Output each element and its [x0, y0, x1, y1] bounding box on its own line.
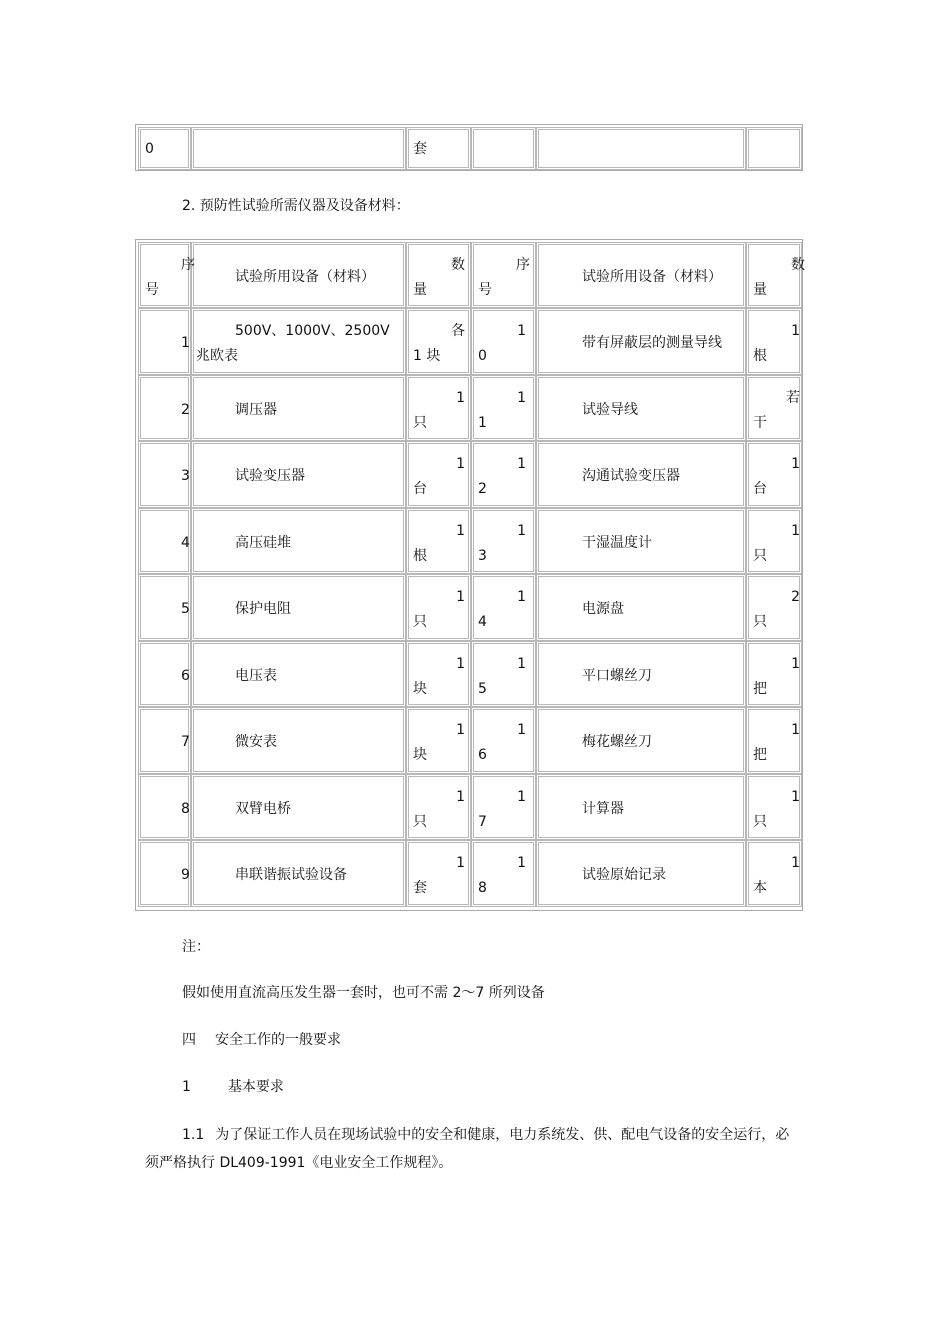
- row-number-right-bottom: 8: [478, 880, 487, 896]
- row-cell-no-right: [471, 774, 536, 840]
- row-item-right: 平口螺丝刀: [582, 668, 652, 684]
- row-cell-item-left: [191, 375, 406, 441]
- row-number-right-bottom: 2: [478, 481, 487, 497]
- row-number-right-top: 1: [517, 722, 526, 738]
- row-number-right-top: 1: [517, 789, 526, 805]
- row-qty-right-bottom: 本: [753, 880, 767, 896]
- row-cell-item-right: [536, 774, 746, 840]
- row-number-right-bottom: 6: [478, 747, 487, 763]
- row-number-left: 6: [181, 668, 190, 684]
- row-number-right-top: 1: [517, 523, 526, 539]
- header-qty-left-top: 数: [451, 257, 465, 273]
- header-cell-qty-left: [406, 242, 471, 308]
- row-cell-qty-right: [746, 641, 802, 707]
- row-cell-no-right: [471, 641, 536, 707]
- row-number-left: 5: [181, 601, 190, 617]
- subsection-1-heading: [182, 1077, 284, 1097]
- row-qty-left-bottom: 只: [413, 814, 427, 830]
- header-cell-no-right: [471, 242, 536, 308]
- row-qty-left-bottom: 根: [413, 548, 427, 564]
- row-cell-qty-right: [746, 375, 802, 441]
- header-cell-qty-right: [746, 242, 802, 308]
- row-number-right-top: 1: [517, 589, 526, 605]
- row-qty-left-top: 1: [456, 722, 465, 738]
- row-cell-qty-left: [406, 574, 471, 641]
- row-qty-right-bottom: 把: [753, 747, 767, 763]
- row-number-left: 9: [181, 867, 190, 883]
- top-table: [135, 124, 803, 171]
- row-item-left: 微安表: [235, 734, 277, 750]
- row-cell-item-left: [191, 774, 406, 840]
- row-cell-qty-left: [406, 375, 471, 441]
- header-cell-no-left: [138, 242, 191, 308]
- row-cell-item-right: [536, 375, 746, 441]
- header-no-left-top: 序: [181, 257, 195, 273]
- row-cell-qty-left: [406, 308, 471, 375]
- header-no-right-bottom: 号: [478, 282, 492, 298]
- row-number-left: 4: [181, 535, 190, 551]
- header-item-left: 试验所用设备（材料）: [235, 269, 375, 285]
- row-qty-right-top: 若: [786, 390, 800, 406]
- row-qty-left-top: 1: [456, 456, 465, 472]
- row-cell-qty-right: [746, 707, 802, 774]
- row-cell-no-right: [471, 707, 536, 774]
- row-number-right-bottom: 5: [478, 681, 487, 697]
- row-cell-qty-right: [746, 840, 802, 907]
- row-cell-item-left: [191, 308, 406, 375]
- top-cell-2: [191, 127, 406, 170]
- row-number-right-top: 1: [517, 855, 526, 871]
- clause-1-1-number: 1.1: [182, 1127, 205, 1143]
- row-qty-left-bottom: 台: [413, 481, 427, 497]
- row-qty-right-top: 1: [791, 722, 800, 738]
- row-number-right-bottom: 0: [478, 348, 487, 364]
- row-qty-left-bottom: 1 块: [413, 348, 441, 364]
- row-qty-left-bottom: 只: [413, 614, 427, 630]
- row-item-right: 沟通试验变压器: [582, 468, 680, 484]
- header-qty-right-bottom: 量: [753, 282, 767, 298]
- row-qty-left-top: 1: [456, 789, 465, 805]
- section-heading: 2. 预防性试验所需仪器及设备材料：: [182, 198, 410, 214]
- header-item-right: 试验所用设备（材料）: [582, 269, 722, 285]
- row-item-right: 试验导线: [582, 402, 638, 418]
- top-cell-5: [536, 127, 746, 170]
- row-cell-qty-left: [406, 774, 471, 840]
- row-qty-right-top: 1: [791, 656, 800, 672]
- row-qty-right-top: 1: [791, 855, 800, 871]
- row-qty-right-top: 1: [791, 323, 800, 339]
- row-cell-no-right: [471, 375, 536, 441]
- row-cell-no-right: [471, 574, 536, 641]
- row-item-left-line-1: 500V、1000V、2500V: [235, 323, 390, 339]
- row-item-left: 电压表: [235, 668, 277, 684]
- row-qty-left-top: 1: [456, 390, 465, 406]
- row-number-right-bottom: 4: [478, 614, 487, 630]
- row-number-right-bottom: 3: [478, 548, 487, 564]
- row-cell-no-right: [471, 308, 536, 375]
- row-cell-qty-left: [406, 840, 471, 907]
- row-cell-qty-right: [746, 574, 802, 641]
- row-number-left: 8: [181, 801, 190, 817]
- row-item-right: 带有屏蔽层的测量导线: [582, 335, 722, 351]
- row-qty-left-bottom: 只: [413, 415, 427, 431]
- row-item-left: 试验变压器: [235, 468, 305, 484]
- row-cell-no-right: [471, 840, 536, 907]
- section-4-title: 安全工作的一般要求: [215, 1032, 341, 1048]
- row-item-left: 串联谐振试验设备: [235, 867, 347, 883]
- header-no-left-bottom: 号: [145, 282, 159, 298]
- top-cell-4: [471, 127, 536, 170]
- row-number-right-top: 1: [517, 390, 526, 406]
- row-number-right-top: 1: [517, 656, 526, 672]
- row-cell-qty-left: [406, 641, 471, 707]
- row-qty-right-top: 1: [791, 456, 800, 472]
- header-qty-left-bottom: 量: [413, 282, 427, 298]
- row-qty-right-bottom: 只: [753, 548, 767, 564]
- row-cell-item-left: [191, 508, 406, 574]
- row-item-left: 双臂电桥: [235, 801, 291, 817]
- row-number-right-bottom: 1: [478, 415, 487, 431]
- row-item-left-line-2: 兆欧表: [196, 348, 238, 364]
- row-item-left: 调压器: [235, 402, 277, 418]
- row-number-right-top: 1: [517, 323, 526, 339]
- row-cell-qty-right: [746, 508, 802, 574]
- note-text: 假如使用直流高压发生器一套时，也可不需 2～7 所列设备: [182, 985, 545, 1001]
- row-item-right: 试验原始记录: [582, 867, 666, 883]
- row-cell-no-right: [471, 508, 536, 574]
- top-cell-text-1: 0: [145, 141, 154, 157]
- row-item-right: 梅花螺丝刀: [582, 734, 652, 750]
- row-item-left: 保护电阻: [235, 601, 291, 617]
- header-qty-right-top: 数: [791, 257, 805, 273]
- row-cell-qty-right: [746, 441, 802, 508]
- row-cell-no-right: [471, 441, 536, 508]
- row-qty-right-top: 1: [791, 789, 800, 805]
- clause-1-1-text: 为了保证工作人员在现场试验中的安全和健康，电力系统发、供、配电气设备的安全运行，必: [215, 1127, 790, 1143]
- row-number-left: 7: [181, 734, 190, 750]
- subsection-1-number: 1: [182, 1079, 191, 1095]
- row-cell-item-left: [191, 641, 406, 707]
- row-qty-right-bottom: 干: [753, 415, 767, 431]
- row-number-left: 2: [181, 402, 190, 418]
- row-qty-left-bottom: 套: [413, 880, 427, 896]
- row-qty-right-bottom: 只: [753, 614, 767, 630]
- row-number-left: 3: [181, 468, 190, 484]
- row-number-right-bottom: 7: [478, 814, 487, 830]
- row-cell-item-right: [536, 574, 746, 641]
- row-qty-left-top: 1: [456, 656, 465, 672]
- row-number-left: 1: [181, 335, 190, 351]
- row-qty-right-top: 1: [791, 523, 800, 539]
- row-item-right: 电源盘: [582, 601, 624, 617]
- subsection-1-title: 基本要求: [227, 1079, 284, 1095]
- row-cell-item-left: [191, 574, 406, 641]
- row-item-right: 计算器: [582, 801, 624, 817]
- row-qty-right-bottom: 根: [753, 348, 767, 364]
- top-cell-6: [746, 127, 802, 170]
- row-qty-right-top: 2: [791, 589, 800, 605]
- row-qty-left-bottom: 块: [413, 747, 427, 763]
- top-cell-text-3: 套: [413, 141, 427, 157]
- row-cell-qty-right: [746, 308, 802, 375]
- section-4-number: 四: [182, 1032, 196, 1048]
- row-qty-left-top: 1: [456, 523, 465, 539]
- clause-1-1-line-1: [182, 1125, 789, 1145]
- header-no-right-top: 序: [516, 257, 530, 273]
- row-qty-left-bottom: 块: [413, 681, 427, 697]
- row-qty-right-bottom: 只: [753, 814, 767, 830]
- row-number-right-top: 1: [517, 456, 526, 472]
- row-qty-left-top: 1: [456, 589, 465, 605]
- row-qty-left-top: 各: [451, 323, 465, 339]
- clause-1-1-line-2: 须严格执行 DL409-1991《电业安全工作规程》。: [145, 1155, 453, 1171]
- row-cell-qty-left: [406, 441, 471, 508]
- row-cell-item-left: [191, 707, 406, 774]
- row-qty-right-bottom: 把: [753, 681, 767, 697]
- row-item-left: 高压硅堆: [235, 535, 291, 551]
- row-qty-left-top: 1: [456, 855, 465, 871]
- row-cell-qty-left: [406, 508, 471, 574]
- row-qty-right-bottom: 台: [753, 481, 767, 497]
- row-cell-qty-right: [746, 774, 802, 840]
- row-item-right: 干湿温度计: [582, 535, 652, 551]
- row-cell-qty-left: [406, 707, 471, 774]
- note-label: 注：: [182, 939, 210, 955]
- equipment-table: [135, 239, 803, 911]
- section-4-heading: [182, 1030, 341, 1050]
